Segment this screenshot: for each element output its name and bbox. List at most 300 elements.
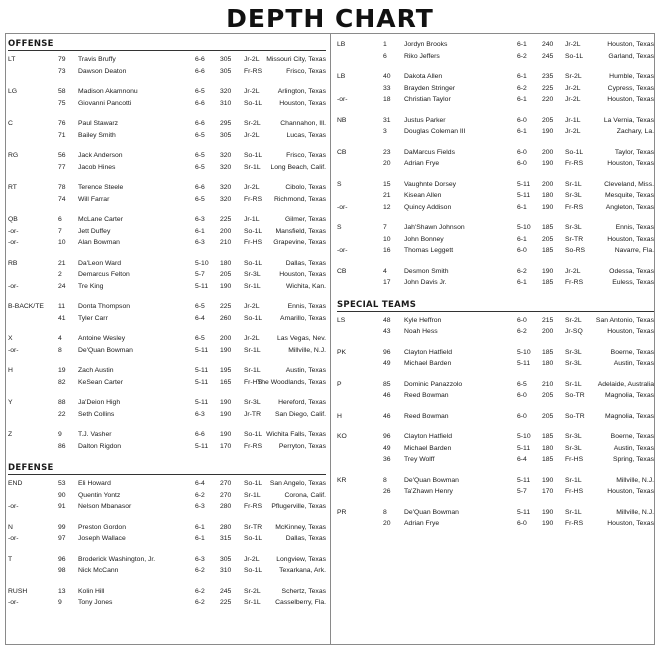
weight: 190 [220,346,232,354]
player-name: Madison Akamnonu [78,88,138,95]
player-row [8,333,326,345]
player-row [337,443,654,455]
jersey-number: 13 [58,587,66,595]
height: 6-1 [195,523,205,531]
depth-group [337,147,654,170]
weight: 170 [220,442,232,450]
weight: 190 [542,203,554,211]
depth-group [8,214,326,249]
hometown: Houston, Texas [607,488,654,495]
player-row [337,39,654,51]
player-row [8,441,326,453]
jersey-number: 23 [383,148,391,156]
height: 6-5 [195,131,205,139]
height: 6-3 [195,503,205,510]
weight: 225 [542,84,554,92]
height: 6-2 [517,84,527,92]
height: 6-5 [195,335,205,342]
jersey-number: 46 [383,392,391,399]
weight: 280 [220,523,232,531]
height: 5-10 [195,259,209,267]
player-name: Dawson Deaton [78,67,127,75]
weight: 215 [542,316,554,324]
player-name: Giovanni Pancotti [78,99,132,107]
height: 6-0 [517,520,527,527]
jersey-number: 96 [58,555,66,563]
player-name: Quentin Yontz [78,491,121,499]
jersey-number: 11 [58,303,66,310]
height: 6-5 [195,195,205,203]
player-row [337,431,654,443]
player-row [8,478,326,490]
class-year: Sr-1L [244,163,261,171]
player-row [8,501,326,513]
player-name: Adrian Frye [404,520,440,527]
jersey-number: 18 [383,96,391,103]
weight: 190 [220,410,232,418]
jersey-number: 41 [58,314,66,322]
jersey-number: 4 [58,335,62,342]
class-year: Jr-2L [565,267,581,275]
depth-group [337,315,654,338]
jersey-number: 10 [58,239,66,246]
weight: 185 [542,224,554,231]
class-year: Jr-2L [244,88,260,95]
class-year: Jr-1L [565,116,581,124]
hometown: Garland, Texas [608,52,654,60]
class-year: Fr-RS [244,503,263,510]
weight: 205 [542,116,554,124]
position: -or- [8,282,19,290]
weight: 310 [220,567,232,574]
depth-group [8,182,326,205]
position: RG [8,152,19,159]
jersey-number: 22 [58,410,66,418]
defense-roster-continued [337,39,654,289]
player-row [8,269,326,281]
weight: 200 [542,148,554,156]
weight: 190 [220,431,232,438]
class-year: Sr-1L [244,599,261,606]
right-column [337,36,654,530]
depth-group [337,71,654,106]
player-name: John Davis Jr. [404,279,447,286]
position: PK [337,348,347,356]
position: -or- [337,203,348,211]
position: LG [8,88,18,95]
weight: 310 [220,99,232,107]
hometown: Channahon, Ill. [280,120,326,127]
weight: 190 [542,128,554,135]
player-row [337,454,654,466]
player-name: Joseph Wallace [78,535,126,542]
hometown: Las Vegas, Nev. [277,335,326,342]
player-name: Clayton Hatfield [404,433,452,440]
hometown: Adelaide, Australia [597,380,654,388]
jersey-number: 9 [58,599,62,606]
class-year: Jr-2L [565,128,581,135]
depth-group [8,150,326,173]
jersey-number: 8 [383,508,387,516]
player-name: Kyle Heffron [404,316,442,324]
class-year: So-1L [565,148,584,156]
depth-group [337,222,654,257]
height: 6-1 [517,128,527,135]
hometown: Houston, Texas [607,328,654,335]
class-year: Fr-HS [244,378,263,386]
jersey-number: 21 [58,259,66,267]
weight: 165 [220,378,232,386]
hometown: Schertz, Texas [281,587,326,595]
hometown: Angleton, Texas [605,203,654,211]
jersey-number: 48 [383,316,391,324]
height: 5-11 [195,282,209,290]
jersey-number: 36 [383,456,391,463]
hometown: Wichita Falls, Texas [266,431,326,438]
player-row [8,490,326,502]
height: 6-5 [195,163,205,171]
position: NB [337,116,347,124]
class-year: Sr-1L [244,346,261,354]
jersey-number: 7 [58,227,62,235]
hometown: Boerne, Texas [610,433,654,440]
jersey-number: 26 [383,488,391,495]
height: 6-0 [517,247,527,254]
hometown: Cibolo, Texas [285,184,326,191]
position: CB [337,267,347,275]
jersey-number: 56 [58,152,66,159]
weight: 220 [542,96,554,103]
depth-group [8,86,326,109]
player-name: Demarcus Felton [78,271,130,278]
player-row [337,266,654,278]
weight: 225 [220,216,232,223]
class-year: Sr-1L [565,380,582,388]
hometown: Long Beach, Calif. [270,163,326,171]
class-year: Fr-HS [244,239,263,246]
jersey-number: 79 [58,56,66,63]
player-name: Jah'Shawn Johnson [404,224,465,231]
class-year: Jr-2L [565,84,581,92]
class-year: So-1L [565,52,584,60]
height: 6-2 [195,491,205,499]
player-name: Vaughnte Dorsey [404,180,457,188]
class-year: So-1L [244,314,263,322]
player-name: Broderick Washington, Jr. [78,555,156,563]
hometown: Hereford, Texas [278,399,326,406]
class-year: Sr-TR [565,235,584,243]
position: P [337,380,342,388]
class-year: Jr-2L [244,184,260,191]
player-name: Riko Jeffers [404,52,440,60]
hometown: Humble, Texas [609,73,654,80]
player-name: Paul Stawarz [78,120,119,127]
hometown: Cypress, Texas [607,84,654,92]
hometown: Frisco, Texas [286,67,326,75]
defense-roster [8,478,326,609]
hometown: Perryton, Texas [278,442,326,450]
player-row [337,51,654,63]
depth-group [337,411,654,423]
weight: 205 [542,235,554,243]
jersey-number: 4 [383,267,387,275]
height: 5-11 [195,346,209,354]
player-row [337,390,654,402]
player-name: Trey Wolff [404,456,435,463]
position: CB [337,148,347,156]
special-teams-roster [337,315,654,530]
jersey-number: 76 [58,120,66,127]
weight: 200 [542,328,554,335]
hometown: The Woodlands, Texas [257,378,326,386]
hometown: Texarkana, Ark. [279,567,326,574]
height: 5-11 [517,508,531,516]
hometown: Gilmer, Texas [284,216,326,223]
player-name: Seth Collins [78,410,115,418]
weight: 190 [542,476,554,484]
weight: 190 [220,282,232,290]
height: 5-11 [517,192,531,199]
player-name: De'Quan Bowman [404,508,459,516]
height: 6-3 [195,216,205,223]
position: -or- [8,239,19,246]
jersey-number: 96 [383,433,391,440]
class-year: Sr-3L [244,399,261,406]
weight: 195 [220,367,232,374]
depth-group [337,115,654,138]
height: 6-1 [517,279,527,286]
player-name: De'Quan Bowman [404,476,459,484]
player-row [8,365,326,377]
class-year: Sr-1L [244,491,261,499]
player-name: Reed Bowman [404,412,449,420]
depth-group [337,266,654,289]
position: -or- [8,346,19,354]
player-row [8,194,326,206]
position: KO [337,433,347,440]
jersey-number: 98 [58,567,66,574]
player-row [8,313,326,325]
position: -or- [8,227,19,235]
height: 6-5 [195,88,205,95]
weight: 205 [542,412,554,420]
jersey-number: 88 [58,399,66,406]
depth-group [8,258,326,293]
weight: 185 [542,247,554,254]
position: LB [337,73,346,80]
hometown: Austin, Texas [613,360,654,367]
player-name: Douglas Coleman III [404,128,466,135]
hometown: Mansfield, Texas [275,227,326,235]
weight: 280 [220,503,232,510]
section-heading-offense: OFFENSE [8,38,326,51]
player-name: Brayden Stringer [404,84,456,92]
hometown: Taylor, Texas [614,148,654,156]
depth-group [337,379,654,402]
jersey-number: 6 [58,216,62,223]
height: 6-1 [517,96,527,103]
player-row [337,126,654,138]
depth-group [8,554,326,577]
jersey-number: 2 [58,271,62,278]
weight: 210 [542,380,554,388]
height: 6-1 [195,227,205,235]
depth-group [337,179,654,214]
jersey-number: 49 [383,360,391,367]
hometown: Longview, Texas [276,555,326,563]
position: T [8,555,13,563]
player-name: McLane Carter [78,216,123,223]
height: 6-0 [517,160,527,167]
height: 6-4 [195,314,205,322]
weight: 185 [542,433,554,440]
depth-group [8,333,326,356]
player-name: T.J. Vasher [78,431,112,438]
position: KR [337,476,347,484]
weight: 190 [542,520,554,527]
offense-roster [8,54,326,452]
player-row [8,237,326,249]
jersey-number: 40 [383,73,391,80]
height: 5-10 [517,224,531,231]
position: END [8,480,23,487]
player-row [337,147,654,159]
class-year: Fr-HS [565,488,584,495]
player-row [8,226,326,238]
height: 6-6 [195,431,205,438]
height: 6-1 [517,41,527,48]
depth-group [8,118,326,141]
jersey-number: 86 [58,442,66,450]
class-year: Sr-3L [565,348,582,356]
weight: 260 [220,314,232,322]
weight: 200 [542,180,554,188]
player-name: Clayton Hatfield [404,348,452,356]
player-row [337,202,654,214]
height: 6-5 [195,152,205,159]
hometown: Houston, Texas [607,41,654,48]
height: 6-6 [195,99,205,107]
height: 5-10 [517,433,531,440]
player-row [8,586,326,598]
jersey-number: 8 [383,476,387,484]
player-name: Kolin Hill [78,587,105,595]
jersey-number: 74 [58,195,66,203]
player-name: Jett Duffey [78,227,111,235]
player-name: Tony Jones [78,599,113,606]
class-year: Sr-2L [565,316,582,324]
player-row [337,411,654,423]
weight: 190 [542,267,554,275]
class-year: Sr-1L [244,367,261,374]
position: -or- [337,96,348,103]
jersey-number: 20 [383,160,391,167]
height: 5-7 [517,488,527,495]
weight: 200 [220,335,232,342]
height: 5-11 [517,360,531,367]
hometown: Missouri City, Texas [266,56,326,63]
player-name: Eli Howard [78,480,111,487]
hometown: San Angelo, Texas [269,480,326,487]
section-heading-special-teams: SPECIAL TEAMS [337,299,654,312]
position: H [8,367,13,374]
class-year: Sr-3L [565,224,582,231]
player-row [8,214,326,226]
weight: 210 [220,239,232,246]
height: 6-5 [517,380,527,388]
height: 6-4 [517,456,527,463]
weight: 190 [220,399,232,406]
weight: 305 [220,131,232,139]
player-name: Ta'Zhawn Henry [404,488,453,495]
hometown: Grapevine, Texas [273,239,326,246]
player-name: Zach Austin [78,367,114,374]
depth-group [337,347,654,370]
class-year: Jr-2L [244,555,260,563]
height: 6-6 [195,56,205,63]
weight: 180 [542,192,554,199]
height: 6-1 [517,203,527,211]
player-row [8,130,326,142]
position: RUSH [8,587,28,595]
jersey-number: 75 [58,99,66,107]
weight: 315 [220,535,232,542]
hometown: San Antonio, Texas [595,316,654,324]
hometown: Corona, Calif. [284,491,326,499]
weight: 180 [542,444,554,452]
height: 6-1 [517,235,527,243]
class-year: So-1L [244,227,263,235]
jersey-number: 58 [58,88,66,95]
player-name: Dalton Rigdon [78,442,122,450]
hometown: Lucas, Texas [286,131,326,139]
hometown: Zachary, La. [616,128,654,135]
player-name: Tyler Carr [78,314,108,322]
player-name: Antoine Wesley [78,335,126,342]
hometown: Millville, N.J. [616,508,654,516]
weight: 185 [542,279,554,286]
hometown: Ennis, Texas [287,303,326,310]
player-row [8,54,326,66]
weight: 245 [220,587,232,595]
weight: 185 [542,456,554,463]
player-name: Thomas Leggett [404,247,454,254]
position: -or- [8,503,19,510]
hometown: La Vernia, Texas [603,116,654,124]
weight: 225 [220,599,232,606]
weight: 295 [220,120,232,127]
hometown: Houston, Texas [607,96,654,103]
player-name: Quincy Addison [404,203,452,211]
class-year: So-1L [244,480,263,487]
hometown: Boerne, Texas [610,348,654,356]
weight: 270 [220,491,232,499]
position: S [337,224,342,231]
jersey-number: 6 [383,52,387,60]
player-name: Noah Hess [404,328,438,335]
weight: 320 [220,163,232,171]
hometown: Odessa, Texas [609,267,654,275]
class-year: Sr-3L [244,271,261,278]
player-row [8,397,326,409]
height: 6-5 [195,303,205,310]
position: -or- [8,599,19,606]
jersey-number: 77 [58,163,66,171]
weight: 320 [220,88,232,95]
player-name: Nick McCann [78,567,119,574]
class-year: So-TR [565,412,585,420]
height: 6-0 [517,412,527,420]
